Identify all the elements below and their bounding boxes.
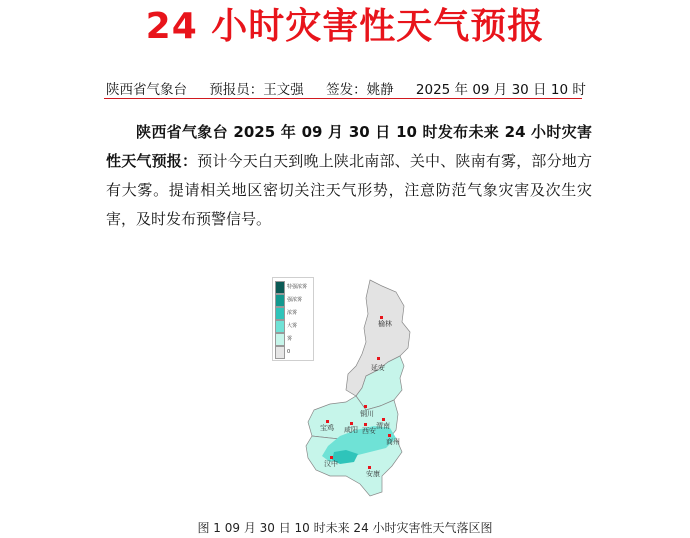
city-label-xianyang: 咸阳 [344,426,358,434]
city-dot-hanzhong [330,456,333,459]
city-label-baoji: 宝鸡 [320,424,334,432]
legend-label: 强浓雾 [287,297,303,303]
city-dot-yulin [380,316,383,319]
forecast-lead: 陕西省气象台 2025 年 09 月 30 日 10 时发布未来 24 小时灾害性天气预报： [106,123,592,170]
issue-datetime: 2025 年 09 月 30 日 10 时 [415,82,586,98]
city-label-shangluo: 商州 [386,438,400,446]
header-divider [104,98,582,99]
forecaster: 预报员：王文强 [209,82,304,98]
forecast-text [106,118,592,234]
forecast-content: 预计今天白天到晚上陕北南部、关中、陕南有雾，部分地方有大雾。提请相关地区密切关注天气形势，注意防范气象灾害及次生灾害，及时发布预警信号。 [106,152,592,228]
city-label-xian: 西安 [362,427,376,435]
issue-info [106,78,586,98]
city-dot-shangluo [388,434,391,437]
forecast-map [270,270,430,510]
city-dot-tongchuan [364,405,367,408]
legend-label: 大雾 [287,323,298,329]
city-dot-weinan [382,418,385,421]
city-dot-ankang [368,466,371,469]
city-dot-xian [364,423,367,426]
city-label-weinan: 渭南 [376,422,390,430]
legend-label: 0 [287,349,291,355]
city-label-tongchuan: 铜川 [360,410,374,418]
issuer: 签发：姚静 [326,82,394,98]
city-label-yulin: 榆林 [378,320,392,328]
legend-label: 浓雾 [287,310,298,316]
city-label-hanzhong: 汉中 [324,460,338,468]
city-dot-baoji [326,420,329,423]
city-label-ankang: 安康 [366,470,380,478]
city-label-yanan: 延安 [371,364,385,372]
city-dot-yanan [377,357,380,360]
legend-label: 雾 [287,336,293,342]
page-title: 24 小时灾害性天气预报 [145,6,545,47]
forecast-paragraph [106,118,592,234]
legend-label: 特强浓雾 [287,284,308,290]
issuing-office: 陕西省气象台 [106,82,187,98]
figure-caption: 图 1 09 月 30 日 10 时未来 24 小时灾害性天气落区图 [197,521,493,535]
city-dot-xianyang [350,422,353,425]
